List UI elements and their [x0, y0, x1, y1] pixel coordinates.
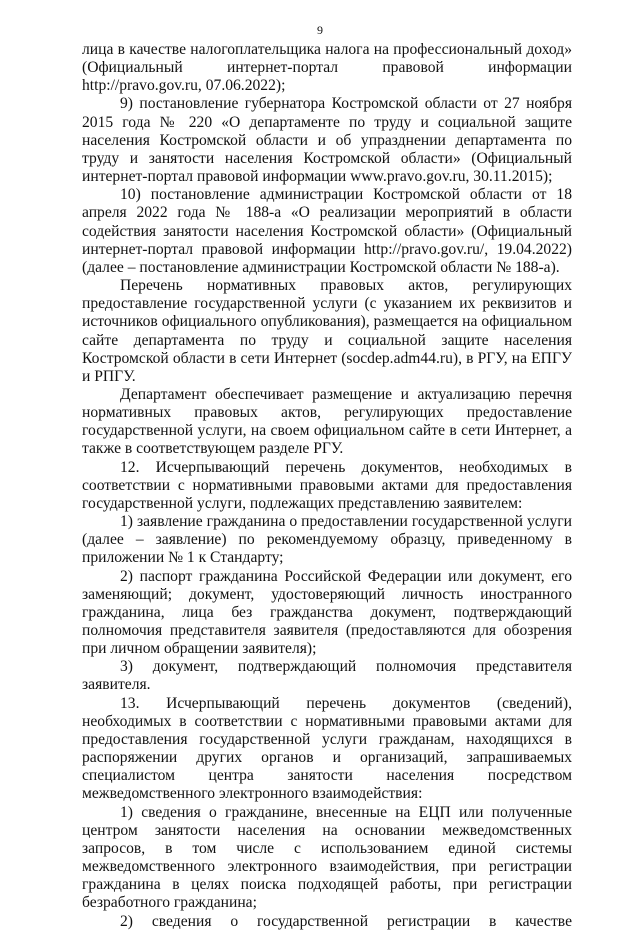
- paragraph-section-12: 12. Исчерпывающий перечень документов, необходимых в соответствии с нормативными правовыми актами для предоставления государственной услуги, подлежащих представлению заявителем:: [82, 458, 572, 512]
- paragraph-section-13: 13. Исчерпывающий перечень документов (сведений), необходимых в соответствии с нормативными правовыми актами для предоставления государственной услуги гражданам, находящихся в распоряжении других органов и организаций, запрашиваемых специалистом центра занятости населения посредством межведомственного электронного взаимодействия:: [82, 694, 572, 803]
- paragraph-continuation: лица в качестве налогоплательщика налога на профессиональный доход» (Официальный интернет-портал правовой информации http://pravo.gov.ru, 07.06.2022);: [82, 41, 572, 95]
- document-body: [82, 41, 572, 931]
- paragraph-12-item-2: 2) паспорт гражданина Российской Федерации или документ, его заменяющий; документ, удостоверяющий личность иностранного гражданина, лица без гражданства документ, подтверждающий полномочия представителя заявителя (предоставляются для обозрения при личном обращении заявителя);: [82, 567, 572, 658]
- paragraph-item-9: 9) постановление губернатора Костромской области от 27 ноября 2015 года № 220 «О департаменте по труду и социальной защите населения Костромской области и об упразднении департамента по труду и занятости населения Костромской области» (Официальный интернет-портал правовой информации www.pravo.gov.ru, 30.11.2015);: [82, 95, 572, 186]
- page-number: 9: [317, 23, 323, 37]
- paragraph-item-10: 10) постановление администрации Костромской области от 18 апреля 2022 года № 188-а «О реализации мероприятий в области содействия занятости населения Костромской области» (Официальный интернет-портал правовой информации http://pravo.gov.ru/, 19.04.2022) (далее – постановление администрации Костромской области № 188-а).: [82, 186, 572, 276]
- paragraph-13-item-2: 2) сведения о государственной регистрации в качестве: [120, 912, 572, 930]
- paragraph-12-item-1: 1) заявление гражданина о предоставлении государственной услуги (далее – заявление) по рекомендуемому образцу, приведенному в приложении № 1 к Стандарту;: [82, 513, 572, 567]
- paragraph-12-item-3: 3) документ, подтверждающий полномочия представителя заявителя.: [82, 658, 572, 694]
- paragraph-department-updates: Департамент обеспечивает размещение и актуализацию перечня нормативных правовых актов, регулирующих предоставление государственной услуги, на своем официальном сайте в сети Интернет, а также в соответствующем разделе РГУ.: [82, 385, 572, 458]
- paragraph-legal-acts-list: Перечень нормативных правовых актов, регулирующих предоставление государственной услуги (с указанием их реквизитов и источников официального опубликования), размещается на официальном сайте департамента по труду и социальной защите населения Костромской области в сети Интернет (socdep.adm44.ru), в РГУ, на ЕПГУ и РПГУ.: [82, 277, 572, 385]
- paragraph-13-item-1: 1) сведения о гражданине, внесенные на ЕЦП или полученные центром занятости населения на основании межведомственных запросов, в том числе с использованием единой системы межведомственного электронного взаимодействия, при регистрации гражданина в целях поиска подходящей работы, при регистрации безработного гражданина;: [82, 803, 572, 912]
